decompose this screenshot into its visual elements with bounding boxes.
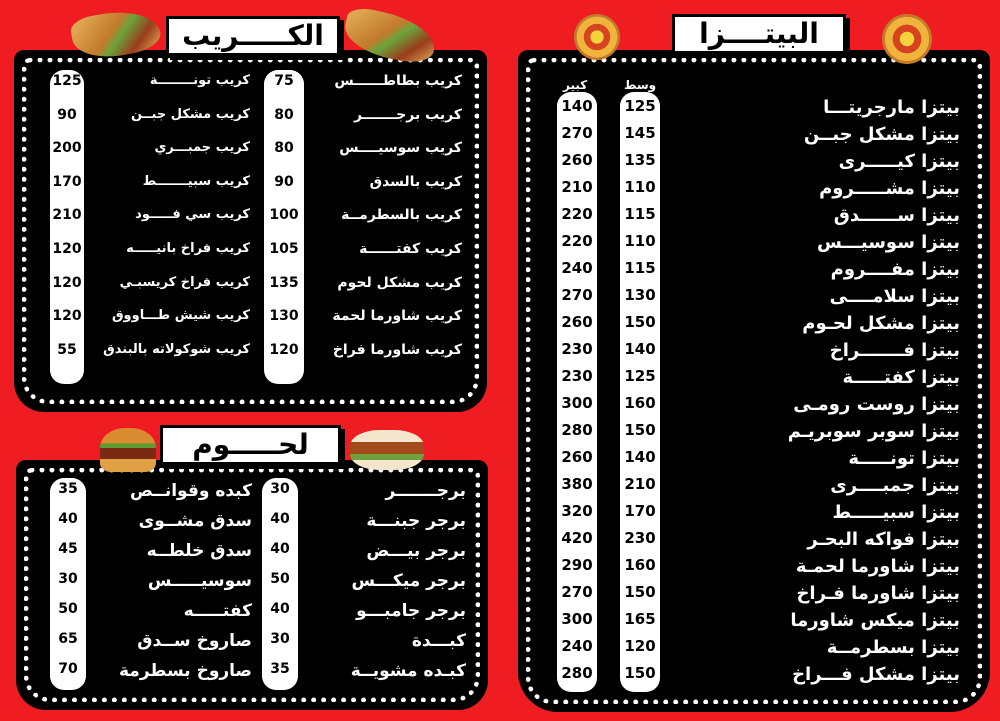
menu-item-name: كريب فراخ بانيـــــه [126, 241, 250, 256]
menu-item-price: 150 [624, 583, 656, 601]
menu-item-price: 90 [57, 106, 77, 123]
menu-item-name: كريب سوسيــــس [339, 140, 462, 157]
menu-item-name: برجر جامبـــو [356, 601, 466, 621]
menu-item-price: 40 [270, 601, 290, 617]
crepe-title: الكـــــريب [166, 16, 340, 56]
menu-item-name: بيتزا سوبر سوبريـم [787, 421, 960, 442]
menu-item-price: 160 [624, 394, 656, 412]
menu-item-price: 75 [274, 73, 294, 89]
shawarma-icon [350, 430, 424, 470]
menu-item-name: بيتزا مشكل جبــن [803, 124, 960, 145]
menu-item-name: سوسيـــــس [147, 571, 252, 591]
menu-item-price: 65 [58, 631, 78, 647]
menu-item-name: كريب مشكل لحوم [337, 274, 462, 291]
menu-item-name: برجـــــــر [385, 481, 466, 501]
pizza-title: البيتــــزا [672, 14, 846, 54]
menu-item-price: 140 [561, 97, 593, 115]
menu-item-name: بيتزا سلامــــى [829, 286, 960, 307]
menu-item-name: بيتزا ميكس شاورما [790, 610, 960, 631]
menu-item-price: 200 [52, 140, 82, 157]
menu-item-price: 280 [561, 421, 593, 439]
menu-item-name: كفتـــــه [183, 601, 252, 621]
menu-item-price: 150 [624, 421, 656, 439]
menu-item-name: بيتزا شاورما لحمـة [795, 556, 960, 577]
menu-item-name: برجر بيـــض [366, 541, 466, 561]
menu-item-name: كبـــدة [411, 631, 466, 651]
menu-item-name: كريب بطاطــــــس [334, 73, 462, 89]
menu-item-name: بيتزا شاورما فـراخ [796, 583, 960, 604]
menu-item-price: 45 [58, 541, 78, 557]
menu-item-name: كريب شاورما لحمة [332, 308, 462, 325]
pizza-icon [882, 14, 932, 64]
menu-item-price: 130 [269, 308, 299, 325]
menu-item-name: صاروخ ســدق [137, 631, 252, 651]
menu-item-name: بيتزا مشـــــروم [819, 178, 960, 199]
pizza-header-large: كبير [563, 78, 588, 92]
menu-item-price: 145 [624, 124, 656, 142]
menu-item-price: 130 [624, 286, 656, 304]
menu-item-price: 40 [58, 511, 78, 527]
menu-item-name: كبده وقوانــص [130, 481, 252, 501]
menu-item-price: 35 [270, 661, 290, 677]
menu-item-price: 300 [561, 394, 593, 412]
burger-icon [100, 428, 156, 472]
menu-item-price: 260 [561, 448, 593, 466]
menu-item-price: 380 [561, 475, 593, 493]
menu-item-price: 90 [274, 173, 294, 190]
menu-item-price: 120 [624, 637, 656, 655]
menu-item-price: 420 [561, 529, 593, 547]
menu-item-price: 125 [52, 73, 82, 89]
menu-item-name: بيتزا ســــــدق [833, 205, 960, 226]
menu-item-price: 170 [624, 502, 656, 520]
menu-item-price: 230 [561, 340, 593, 358]
menu-item-price: 150 [624, 313, 656, 331]
menu-item-price: 35 [58, 481, 78, 497]
menu-item-price: 30 [58, 571, 78, 587]
menu-item-price: 240 [561, 259, 593, 277]
menu-item-price: 120 [52, 274, 82, 291]
menu-item-price: 270 [561, 124, 593, 142]
menu-item-name: بيتزا تونـــــة [848, 448, 960, 469]
menu-item-name: كريب شوكولاته بالبندق [103, 341, 250, 357]
menu-item-price: 220 [561, 232, 593, 250]
menu-item-price: 80 [274, 106, 294, 123]
menu-item-name: كبـده مشويــة [350, 661, 466, 681]
menu-item-price: 135 [269, 274, 299, 291]
menu-item-price: 150 [624, 664, 656, 682]
menu-item-price: 160 [624, 556, 656, 574]
menu-item-price: 280 [561, 664, 593, 682]
menu-item-name: سدق مشــوى [138, 511, 252, 531]
menu-item-price: 170 [52, 173, 82, 190]
menu-item-price: 115 [624, 259, 656, 277]
menu-item-name: برجر ميكـــس [351, 571, 466, 591]
menu-item-price: 50 [270, 571, 290, 587]
menu-item-name: كريب فراخ كريسبـي [119, 274, 250, 290]
menu-item-name: بيتزا كيـــــرى [838, 151, 960, 172]
menu-item-price: 70 [58, 661, 78, 677]
menu-item-price: 30 [270, 481, 290, 497]
menu-item-price: 100 [269, 207, 299, 224]
menu-item-name: بيتزا كفتـــــة [842, 367, 960, 388]
menu-item-name: بيتزا روست رومـى [793, 394, 960, 415]
menu-item-price: 210 [624, 475, 656, 493]
menu-item-name: كريب مشكل جبــن [130, 106, 250, 122]
menu-item-price: 210 [52, 207, 82, 224]
meat-title: لحـــــوم [160, 425, 341, 465]
menu-item-name: كريب كفتــــــة [359, 241, 462, 257]
menu-item-name: كريب بالسطرمــة [341, 207, 462, 224]
menu-item-name: بيتزا فـــــــراخ [829, 340, 960, 361]
menu-item-price: 270 [561, 286, 593, 304]
pizza-icon [574, 14, 620, 60]
menu-item-price: 105 [269, 241, 299, 257]
menu-item-price: 120 [52, 241, 82, 257]
menu-item-price: 120 [269, 341, 299, 358]
pizza-header-medium: وسط [624, 78, 657, 92]
menu-item-name: كريب تونــــــــة [149, 73, 250, 88]
menu-item-price: 320 [561, 502, 593, 520]
menu-item-name: كريب شاورما فراخ [332, 341, 462, 358]
menu-item-price: 210 [561, 178, 593, 196]
menu-item-name: كريب شيش طـــاووق [111, 308, 250, 324]
menu-item-name: صاروخ بسطرمة [119, 661, 252, 681]
menu-item-price: 270 [561, 583, 593, 601]
menu-item-price: 50 [58, 601, 78, 617]
menu-item-price: 120 [52, 308, 82, 325]
menu-item-price: 220 [561, 205, 593, 223]
menu-item-name: بيتزا جمبــــرى [830, 475, 960, 496]
menu-item-price: 260 [561, 151, 593, 169]
menu-item-price: 40 [270, 541, 290, 557]
menu-item-name: سدق خلطــه [146, 541, 252, 561]
menu-item-price: 40 [270, 511, 290, 527]
menu-item-name: بيتزا بسطرمــة [826, 637, 960, 658]
menu-item-name: كريب سبيـــــــط [142, 173, 250, 189]
menu-item-price: 230 [561, 367, 593, 385]
menu-item-price: 30 [270, 631, 290, 647]
menu-item-name: بيتزا مفــــروم [830, 259, 960, 280]
menu-item-price: 240 [561, 637, 593, 655]
menu-item-name: بيتزا مشكل لحـوم [802, 313, 960, 334]
menu-item-price: 260 [561, 313, 593, 331]
menu-item-price: 80 [274, 140, 294, 157]
menu-item-name: كريب برجـــــــر [353, 106, 462, 123]
menu-item-price: 110 [624, 178, 656, 196]
menu-item-price: 300 [561, 610, 593, 628]
menu-item-price: 135 [624, 151, 656, 169]
menu-item-price: 290 [561, 556, 593, 574]
menu-item-name: كريب بالسدق [369, 173, 462, 190]
menu-item-name: بيتزا سوسيـــس [816, 232, 960, 253]
menu-item-price: 140 [624, 340, 656, 358]
menu-item-price: 165 [624, 610, 656, 628]
menu-item-name: بيتزا فواكه البحـر [807, 529, 960, 550]
menu-item-price: 125 [624, 97, 656, 115]
menu-item-price: 230 [624, 529, 656, 547]
menu-item-name: برجر جبنـــة [366, 511, 466, 531]
menu-item-name: كريب سي فـــــود [135, 207, 250, 223]
menu-item-price: 140 [624, 448, 656, 466]
menu-item-price: 55 [57, 341, 77, 358]
menu-item-name: بيتزا مارجريتـــا [823, 97, 960, 118]
menu-item-price: 115 [624, 205, 656, 223]
menu-item-price: 125 [624, 367, 656, 385]
menu-item-price: 110 [624, 232, 656, 250]
menu-item-name: بيتزا سبيـــــط [832, 502, 960, 523]
menu-item-name: بيتزا مشكل فـــراخ [792, 664, 960, 685]
menu-item-name: كريب جمبـــري [154, 140, 250, 156]
